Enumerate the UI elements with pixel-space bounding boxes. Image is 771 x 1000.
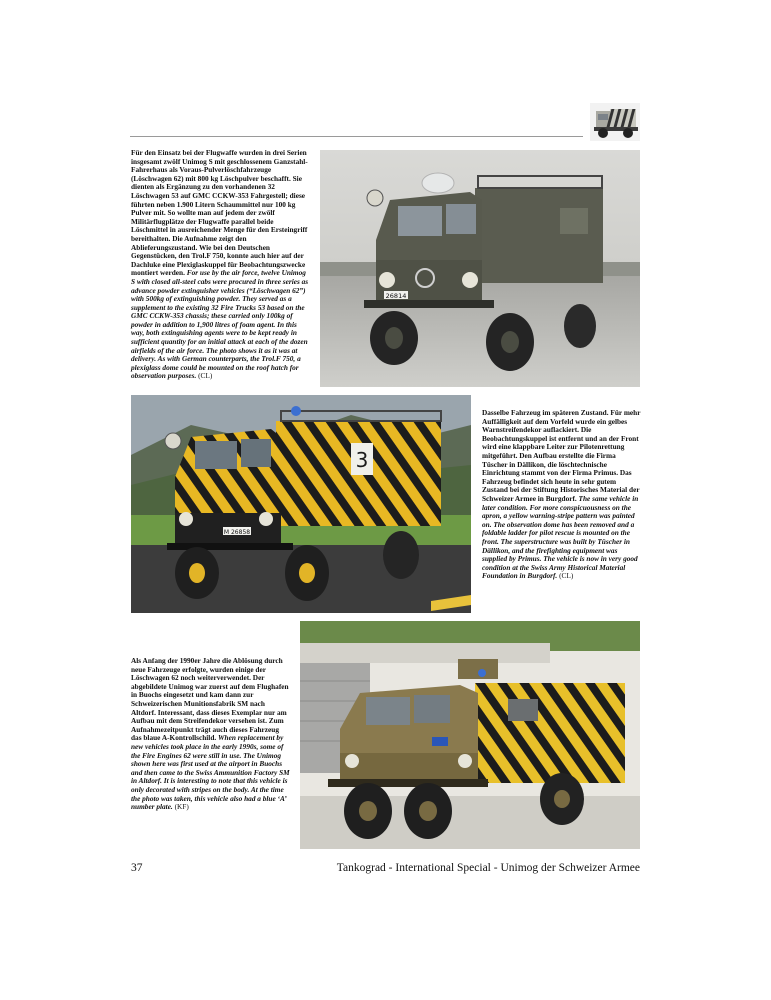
caption-3-english: When replacement by new vehicles took place in the early 1990s, some of the Fire Engines 62 were still in use. The Unimog shown here was first used at the airport in Buochs and then came to the Swiss Ammunition Factory SM in Altdorf. It is interesting to note that this vehicle is only decorated with stripes on the body. At the time the photo was taken, this vehicle also had a blue ‘A’ number plate. <box>131 733 290 812</box>
photo2-side-number: 3 <box>355 448 369 472</box>
caption-1-german: Für den Einsatz bei der Flugwaffe wurden in drei Serien insgesamt zwölf Unimog S mit geschlossenem Ganzstahl-Fahrerhaus als Voraus-Pulverlöschfahrzeuge (Löschwagen 62) mit 800 kg Löschpulver beschafft. Sie dienten als Ergänzung zu den vorhandenen 32 Löschwagen 53 auf GMC CCKW-353 Fahrgestell; diese führten neben 1.900 Litern Schaummittel nur 100 kg Pulver mit. So wollte man auf jedem der zwölf Militärflugplätze der Flugwaffe parallel beide Löschmittel in ausreichender Menge für den Ersteingriff bereithalten. Die Aufnahme zeigt den Ablieferungszustand. Wie bei den Deutschen Gegenstücken, den Trol.F 750, konnte auch hier auf der Dachluke eine Plexiglaskuppel für Beobachtungszwecke montiert werden. <box>131 148 308 278</box>
photo2-plate: M 26858 <box>223 529 251 536</box>
caption-1-credit: (CL) <box>198 371 213 381</box>
photo-olive-unimog <box>320 150 640 387</box>
caption-3 <box>131 657 291 812</box>
photo-khaki-unimog <box>300 621 640 849</box>
photo1-plate: 26814 <box>385 292 407 300</box>
caption-2-german: Dasselbe Fahrzeug im späteren Zustand. Für mehr Auffälligkeit auf dem Vorfeld wurde ein gelbes Warnstreifendekor auflackiert. Die Beobachtungskuppel ist entfernt und an der Front wird eine klappbare Leiter zur Pilotenrettung mitgeführt. Den Aufbau erstellte die Firma Tüscher in Dällikon, die löschtechnische Einrichtung stammt von der Firma Primus. Das Fahrzeug befindet sich heute in sehr gutem Zustand bei der Stiftung Historisches Material der Schweizer Armee in Burgdorf. <box>482 408 641 503</box>
caption-2-credit: (CL) <box>559 571 574 581</box>
caption-2-english: The same vehicle in later condition. For more conspicuousness on the apron, a yellow warning-stripe pattern was painted on. The observation dome has been removed and a foldable ladder for pilot rescue is mounted on the front. The superstructure was built by Tüscher in Dällikon, and the firefighting equipment was supplied by Primus. The vehicle is now in very good condition at the Swiss Army Historical Material Foundation in Burgdorf. <box>482 493 639 581</box>
photo-striped-unimog <box>131 395 471 613</box>
caption-3-credit: (KF) <box>174 802 189 812</box>
footer-title: Tankograd - International Special - Unimog der Schweizer Armee <box>336 862 640 874</box>
caption-2 <box>482 409 642 581</box>
page-number: 37 <box>131 862 143 874</box>
vehicle-thumbnail-icon <box>590 103 640 141</box>
header-rule <box>130 136 583 137</box>
caption-3-german: Als Anfang der 1990er Jahre die Ablösung durch neue Fahrzeuge erfolgte, wurden einige der Löschwagen 62 noch weiterverwendet. Der abgebildete Unimog war zuerst auf dem Flughafen in Buochs eingesetzt und kam dann zur Schweizerischen Munitionsfabrik SM nach Altdorf. Interessant, dass dieses Exemplar nur am Aufbau mit dem Streifendekor versehen ist. Zum Aufnahmezeitpunkt trägt auch dieses Fahrzeug das blaue A-Kontrollschild. <box>131 656 289 743</box>
caption-1 <box>131 149 309 381</box>
caption-1-english: For use by the air force, twelve Unimog S with closed all-steel cabs were procured in three series as advance powder extinguisher vehicles (“Löschwagen 62”) with 500kg of extinguishing powder. They served as a supplement to the existing 32 Fire Trucks 53 based on the GMC CCKW-353 chassis; these carried only 100kg of powder in addition to 1,900 litres of foam agent. In this way, both extinguishing agents were to be kept ready in sufficient quantity for an initial attack at each of the dozen airfields of the air force. The photo shows it as it was at delivery. As with German counterparts, the Trol.F 750, a plexiglass dome could be mounted on the roof hatch for observation purposes. <box>131 268 309 381</box>
